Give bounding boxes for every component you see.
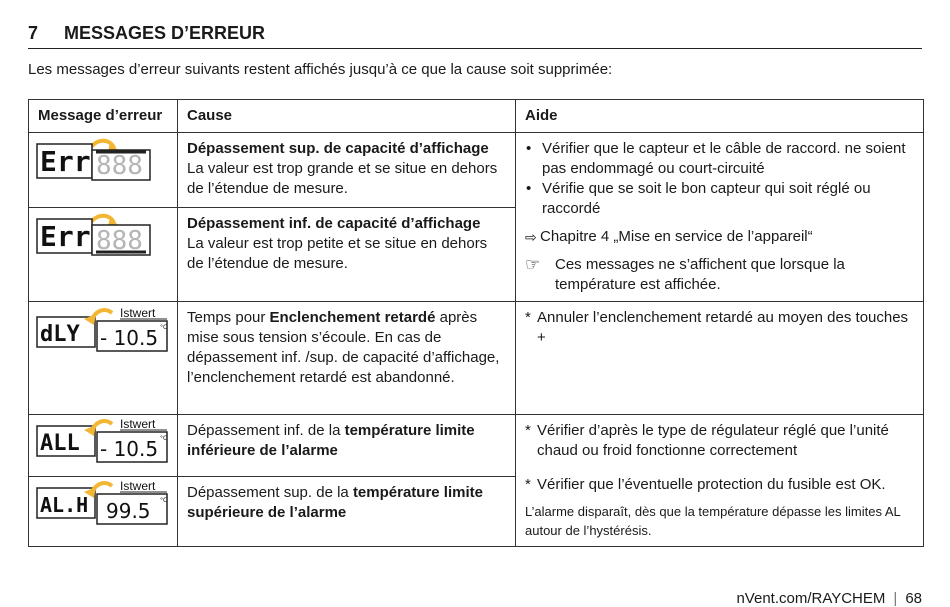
svg-text:99.5: 99.5 (106, 499, 151, 523)
cause-cell (178, 207, 516, 301)
cause-text: La valeur est trop petite et se situe en dehors de l’étendue de mesure. (187, 234, 488, 272)
section-heading (28, 22, 922, 49)
svg-text:Istwert: Istwert (120, 480, 156, 493)
aide-text: Vérifier d’après le type de régulateur réglé que l’unité chaud ou froid fonctionne correctement (537, 422, 889, 459)
display-cell (29, 415, 178, 477)
table-row (29, 415, 924, 477)
aide-cell (516, 302, 924, 415)
aide-cell (516, 415, 924, 547)
aide-text: Vérifier que l’éventuelle protection du fusible est OK. (537, 476, 886, 493)
header-aide: Aide (516, 100, 924, 133)
svg-text:AL.H: AL.H (40, 493, 89, 517)
cause-bold: température limite supérieure de l’alarme (187, 484, 483, 521)
error-messages-table (28, 99, 924, 547)
section-title: MESSAGES D’ERREUR (64, 23, 266, 43)
cause-title: Dépassement sup. de capacité d’affichage (187, 140, 489, 157)
table-row (29, 302, 924, 415)
aide-small-note: L’alarme disparaît, dès que la température dépasse les limites AL autour de l’hystérésis. (525, 504, 901, 538)
display-cell (29, 477, 178, 547)
lcd-display-err-high (34, 136, 172, 200)
lcd-display-alarm-low (34, 418, 172, 472)
svg-text:Err: Err (40, 219, 91, 253)
cause-bold: température limite inférieure de l’alarme (187, 422, 475, 459)
aide-text: Annuler l’enclenchement retardé au moyen des touches + (537, 309, 909, 346)
lcd-display-alarm-high (34, 480, 172, 534)
cause-text: Dépassement inf. de la (187, 422, 345, 439)
svg-text:Istwert: Istwert (120, 306, 156, 320)
section-number: 7 (28, 23, 39, 43)
footer-separator: | (893, 590, 898, 607)
page-footer (736, 590, 922, 607)
table-header-row (29, 100, 924, 133)
pointing-hand-icon: ☞ (525, 255, 541, 274)
svg-text:dLY: dLY (40, 322, 80, 347)
cause-cell (178, 302, 516, 415)
lcd-display-delay (34, 305, 172, 369)
svg-text:°C: °C (160, 497, 168, 504)
lcd-display-err-low (34, 211, 172, 275)
cause-text: Dépassement sup. de la (187, 484, 353, 501)
arrow-right-icon: ⇨ (525, 229, 537, 245)
svg-text:°C: °C (160, 435, 168, 442)
note-text: Ces messages ne s’affichent que lorsque la température est affichée. (555, 256, 845, 293)
intro-text: Les messages d’erreur suivants restent affichés jusqu’à ce que la cause soit supprimée: (28, 61, 613, 78)
cause-title: Dépassement inf. de capacité d’affichage (187, 214, 481, 232)
footer-site: nVent.com/RAYCHEM (736, 590, 886, 607)
asterisk-icon: * (525, 422, 531, 439)
reference-text: Chapitre 4 „Mise en service de l’appareil“ (540, 228, 813, 245)
cause-text: La valeur est trop grande et se situe en dehors de l’étendue de mesure. (187, 160, 498, 197)
aide-cell (516, 133, 924, 302)
cause-bold: Enclenchement retardé (269, 309, 436, 326)
asterisk-icon: * (525, 476, 531, 493)
cause-text: après mise sous tension s’écoule. En cas de dépassement inf. /sup. de capacité d’affichage, l’enclenchement retardé est abandonné. (187, 309, 500, 386)
aide-bullet: • Vérifier que le capteur et le câble de raccord. ne soient pas endommagé ou court-circuité (525, 139, 914, 179)
cause-cell (178, 133, 516, 208)
asterisk-icon: * (525, 309, 531, 326)
svg-text:Err: Err (40, 145, 91, 178)
svg-text:Istwert: Istwert (120, 418, 156, 431)
header-message: Message d’erreur (29, 100, 178, 133)
cause-cell (178, 477, 516, 547)
chapter-reference (525, 227, 914, 247)
page-number: 68 (905, 590, 922, 607)
display-cell (29, 302, 178, 415)
table-row (29, 133, 924, 208)
cause-cell (178, 415, 516, 477)
aide-bullet: • Vérifie que se soit le bon capteur qui soit réglé ou raccordé (525, 179, 914, 219)
header-cause: Cause (178, 100, 516, 133)
aide-bullets (525, 139, 914, 219)
svg-text:- 10.5: - 10.5 (100, 437, 159, 461)
note (525, 255, 914, 295)
svg-text:°C: °C (160, 324, 168, 331)
cause-text: Temps pour (187, 309, 270, 326)
svg-text:888: 888 (96, 225, 143, 256)
display-cell (29, 133, 178, 208)
svg-text:888: 888 (96, 151, 143, 181)
svg-text:ALL: ALL (40, 431, 80, 456)
display-cell (29, 207, 178, 301)
svg-text:- 10.5: - 10.5 (100, 326, 159, 350)
